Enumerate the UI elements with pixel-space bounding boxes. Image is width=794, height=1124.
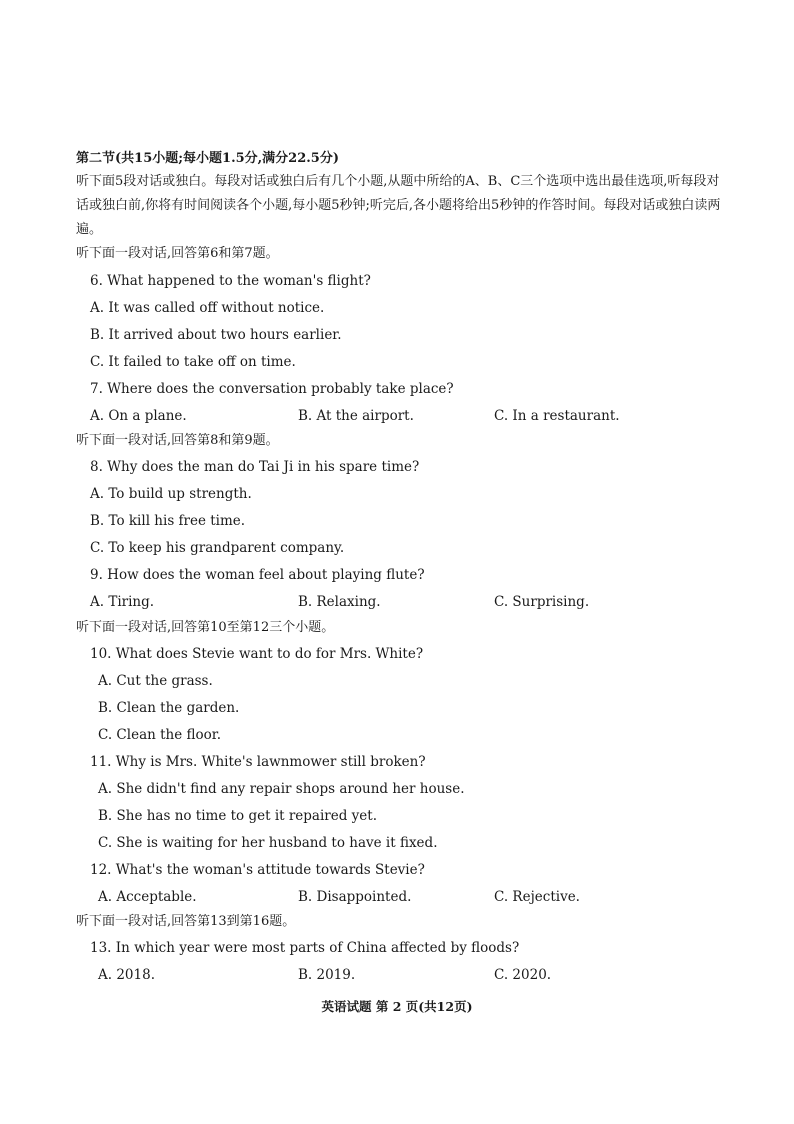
question-11-option-a: A. She didn't find any repair shops around her house. [98,781,465,797]
question-13-option-b: B. 2019. [298,967,356,983]
question-7-option-a: A. On a plane. [90,408,187,424]
page-footer: 英语试题 第 2 页(共12页) [321,999,473,1014]
section-instructions: 听下面5段对话或独白。每段对话或独白后有几个小题,从题中所给的A、B、C三个选项中选出最佳选项,听每段对话或独白前,你将有时间阅读各个小题,每小题5秒钟;听完后,各小题将给出5秒钟的作答时间。每段对话或独白读两遍。 [76,174,721,237]
question-11-stem: 11. Why is Mrs. White's lawnmower still broken? [90,754,426,770]
question-12-option-c: C. Rejective. [494,889,580,905]
question-12-option-a: A. Acceptable. [98,889,197,905]
question-7-option-c: C. In a restaurant. [494,408,620,424]
section-heading: 第二节(共15小题;每小题1.5分,满分22.5分) [76,151,339,166]
question-6-option-c: C. It failed to take off on time. [90,354,296,370]
question-8-option-a: A. To build up strength. [90,486,252,502]
group-intro-13-16: 听下面一段对话,回答第13到第16题。 [76,914,296,929]
question-11-option-c: C. She is waiting for her husband to have it fixed. [98,835,438,851]
group-intro-8-9: 听下面一段对话,回答第8和第9题。 [76,433,279,448]
question-12-option-b: B. Disappointed. [298,889,412,905]
question-10-option-c: C. Clean the floor. [98,727,222,743]
question-8-option-b: B. To kill his free time. [90,513,246,529]
question-10-option-a: A. Cut the grass. [98,673,213,689]
question-8-stem: 8. Why does the man do Tai Ji in his spare time? [90,459,420,475]
question-9-option-c: C. Surprising. [494,594,590,610]
question-12-stem: 12. What's the woman's attitude towards Stevie? [90,862,425,878]
group-intro-6-7: 听下面一段对话,回答第6和第7题。 [76,246,279,261]
question-7-stem: 7. Where does the conversation probably take place? [90,381,454,397]
question-9-option-b: B. Relaxing. [298,594,381,610]
question-9-option-a: A. Tiring. [90,594,155,610]
question-13-option-a: A. 2018. [98,967,155,983]
question-13-stem: 13. In which year were most parts of China affected by floods? [90,940,520,956]
question-13-option-c: C. 2020. [494,967,552,983]
question-6-stem: 6. What happened to the woman's flight? [90,273,371,289]
question-11-option-b: B. She has no time to get it repaired yet. [98,808,378,824]
question-6-option-a: A. It was called off without notice. [90,300,325,316]
question-10-option-b: B. Clean the garden. [98,700,240,716]
question-6-option-b: B. It arrived about two hours earlier. [90,327,342,343]
question-7-option-b: B. At the airport. [298,408,414,424]
question-9-stem: 9. How does the woman feel about playing flute? [90,567,425,583]
group-intro-10-12: 听下面一段对话,回答第10至第12三个小题。 [76,620,335,635]
question-8-option-c: C. To keep his grandparent company. [90,540,345,556]
question-10-stem: 10. What does Stevie want to do for Mrs. White? [90,646,424,662]
